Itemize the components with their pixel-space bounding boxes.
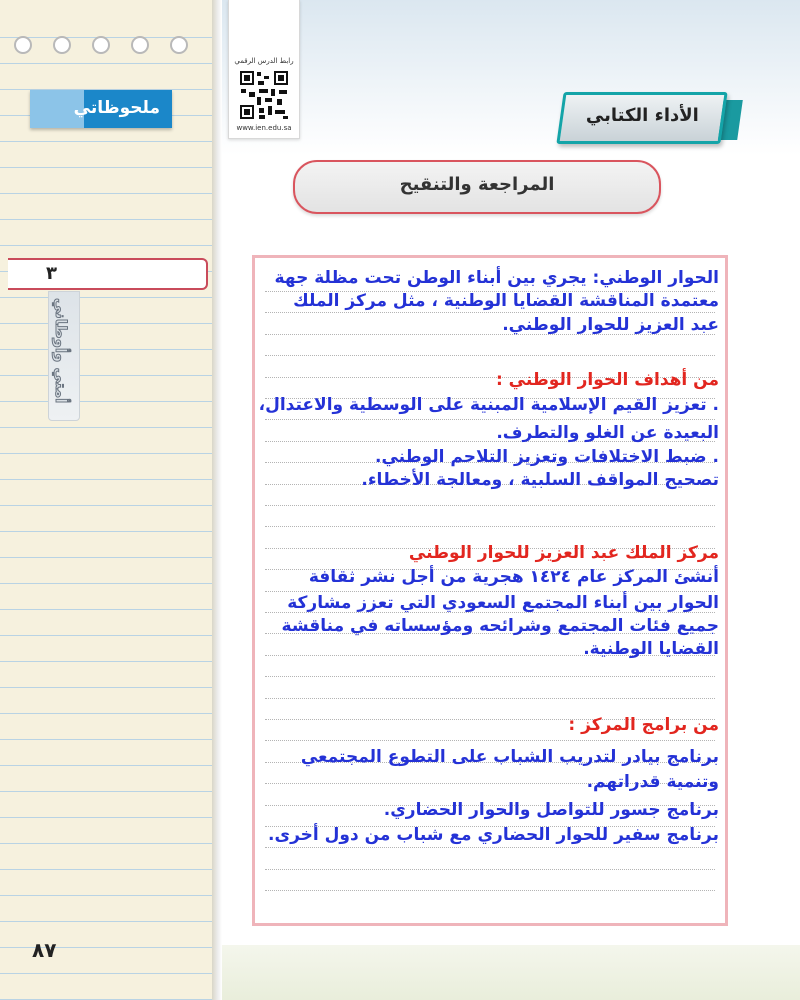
page-number: ٨٧ [32,938,57,962]
ruled-line [265,869,715,870]
heading-line: من برامج المركز : [568,715,719,735]
unit-title: أمتي وأوطاني [52,298,70,404]
notes-label: ملحوظاتي [73,98,160,118]
notes-sidebar [0,0,215,1000]
binder-ring [170,36,188,54]
text-line: تصحيح المواقف السلبية ، ومعالجة الأخطاء. [361,470,719,490]
qr-url[interactable]: www.ien.edu.sa [236,124,292,132]
unit-title-tab [48,291,80,421]
text-line: الحوار الوطني: يجري بين أبناء الوطن تحت مظلة جهة [274,268,719,288]
section-title: الأداء الكتابي [585,105,699,126]
subtitle: المراجعة والتنقيح [399,174,555,195]
ruled-line [265,890,715,891]
text-line: جميع فئات المجتمع وشرائحه ومؤسساته في مناقشة [281,616,719,636]
text-line: برنامج جسور للتواصل والحوار الحضاري. [383,800,719,820]
ruled-line [265,419,715,420]
ruled-line [265,676,715,677]
ruled-line [265,847,715,848]
ruled-line [265,740,715,741]
subtitle-box [293,160,661,214]
text-line: معتمدة المناقشة القضايا الوطنية ، مثل مركز الملك [293,291,719,311]
ruled-line [265,355,715,356]
binder-ring [92,36,110,54]
notes-tab [30,90,172,128]
text-line: الحوار بين أبناء المجتمع السعودي التي تعزز مشاركة [287,593,719,613]
ruled-line [265,505,715,506]
heading-line: مركز الملك عبد العزيز للحوار الوطني [408,543,719,563]
ruled-line [265,591,715,592]
binder-ring [14,36,32,54]
text-line: عبد العزيز للحوار الوطني. [502,315,719,335]
ruled-line [265,526,715,527]
qr-card[interactable] [228,0,300,139]
text-line: البعيدة عن الغلو والتطرف. [496,423,719,443]
section-banner [556,92,727,144]
footer-bar [222,945,800,1000]
unit-number-box [8,258,208,290]
text-line: . ضبط الاختلافات وتعزيز التلاحم الوطني. [374,447,719,467]
unit-number: ٣ [46,263,57,284]
binder-ring [131,36,149,54]
writing-box [252,255,728,926]
text-line: أنشئ المركز عام ١٤٢٤ هجرية من أجل نشر ثقافة [308,567,719,587]
text-line: وتنمية قدراتهم. [586,772,719,792]
ruled-line [265,698,715,699]
heading-line: من أهداف الحوار الوطني : [495,370,719,390]
page-fold-shadow [212,0,222,1000]
qr-label: رابط الدرس الرقمي [234,57,294,65]
qr-code-icon[interactable] [239,70,289,120]
text-line: القضايا الوطنية. [583,639,719,659]
binder-ring [53,36,71,54]
text-line: برنامج بيادر لتدريب الشباب على التطوع المجتمعي [300,747,719,767]
ruled-line [265,312,715,313]
text-line: . تعزيز القيم الإسلامية المبنية على الوسطية والاعتدال، [258,395,719,415]
text-line: برنامج سفير للحوار الحضاري مع شباب من دول أخرى. [268,825,719,845]
